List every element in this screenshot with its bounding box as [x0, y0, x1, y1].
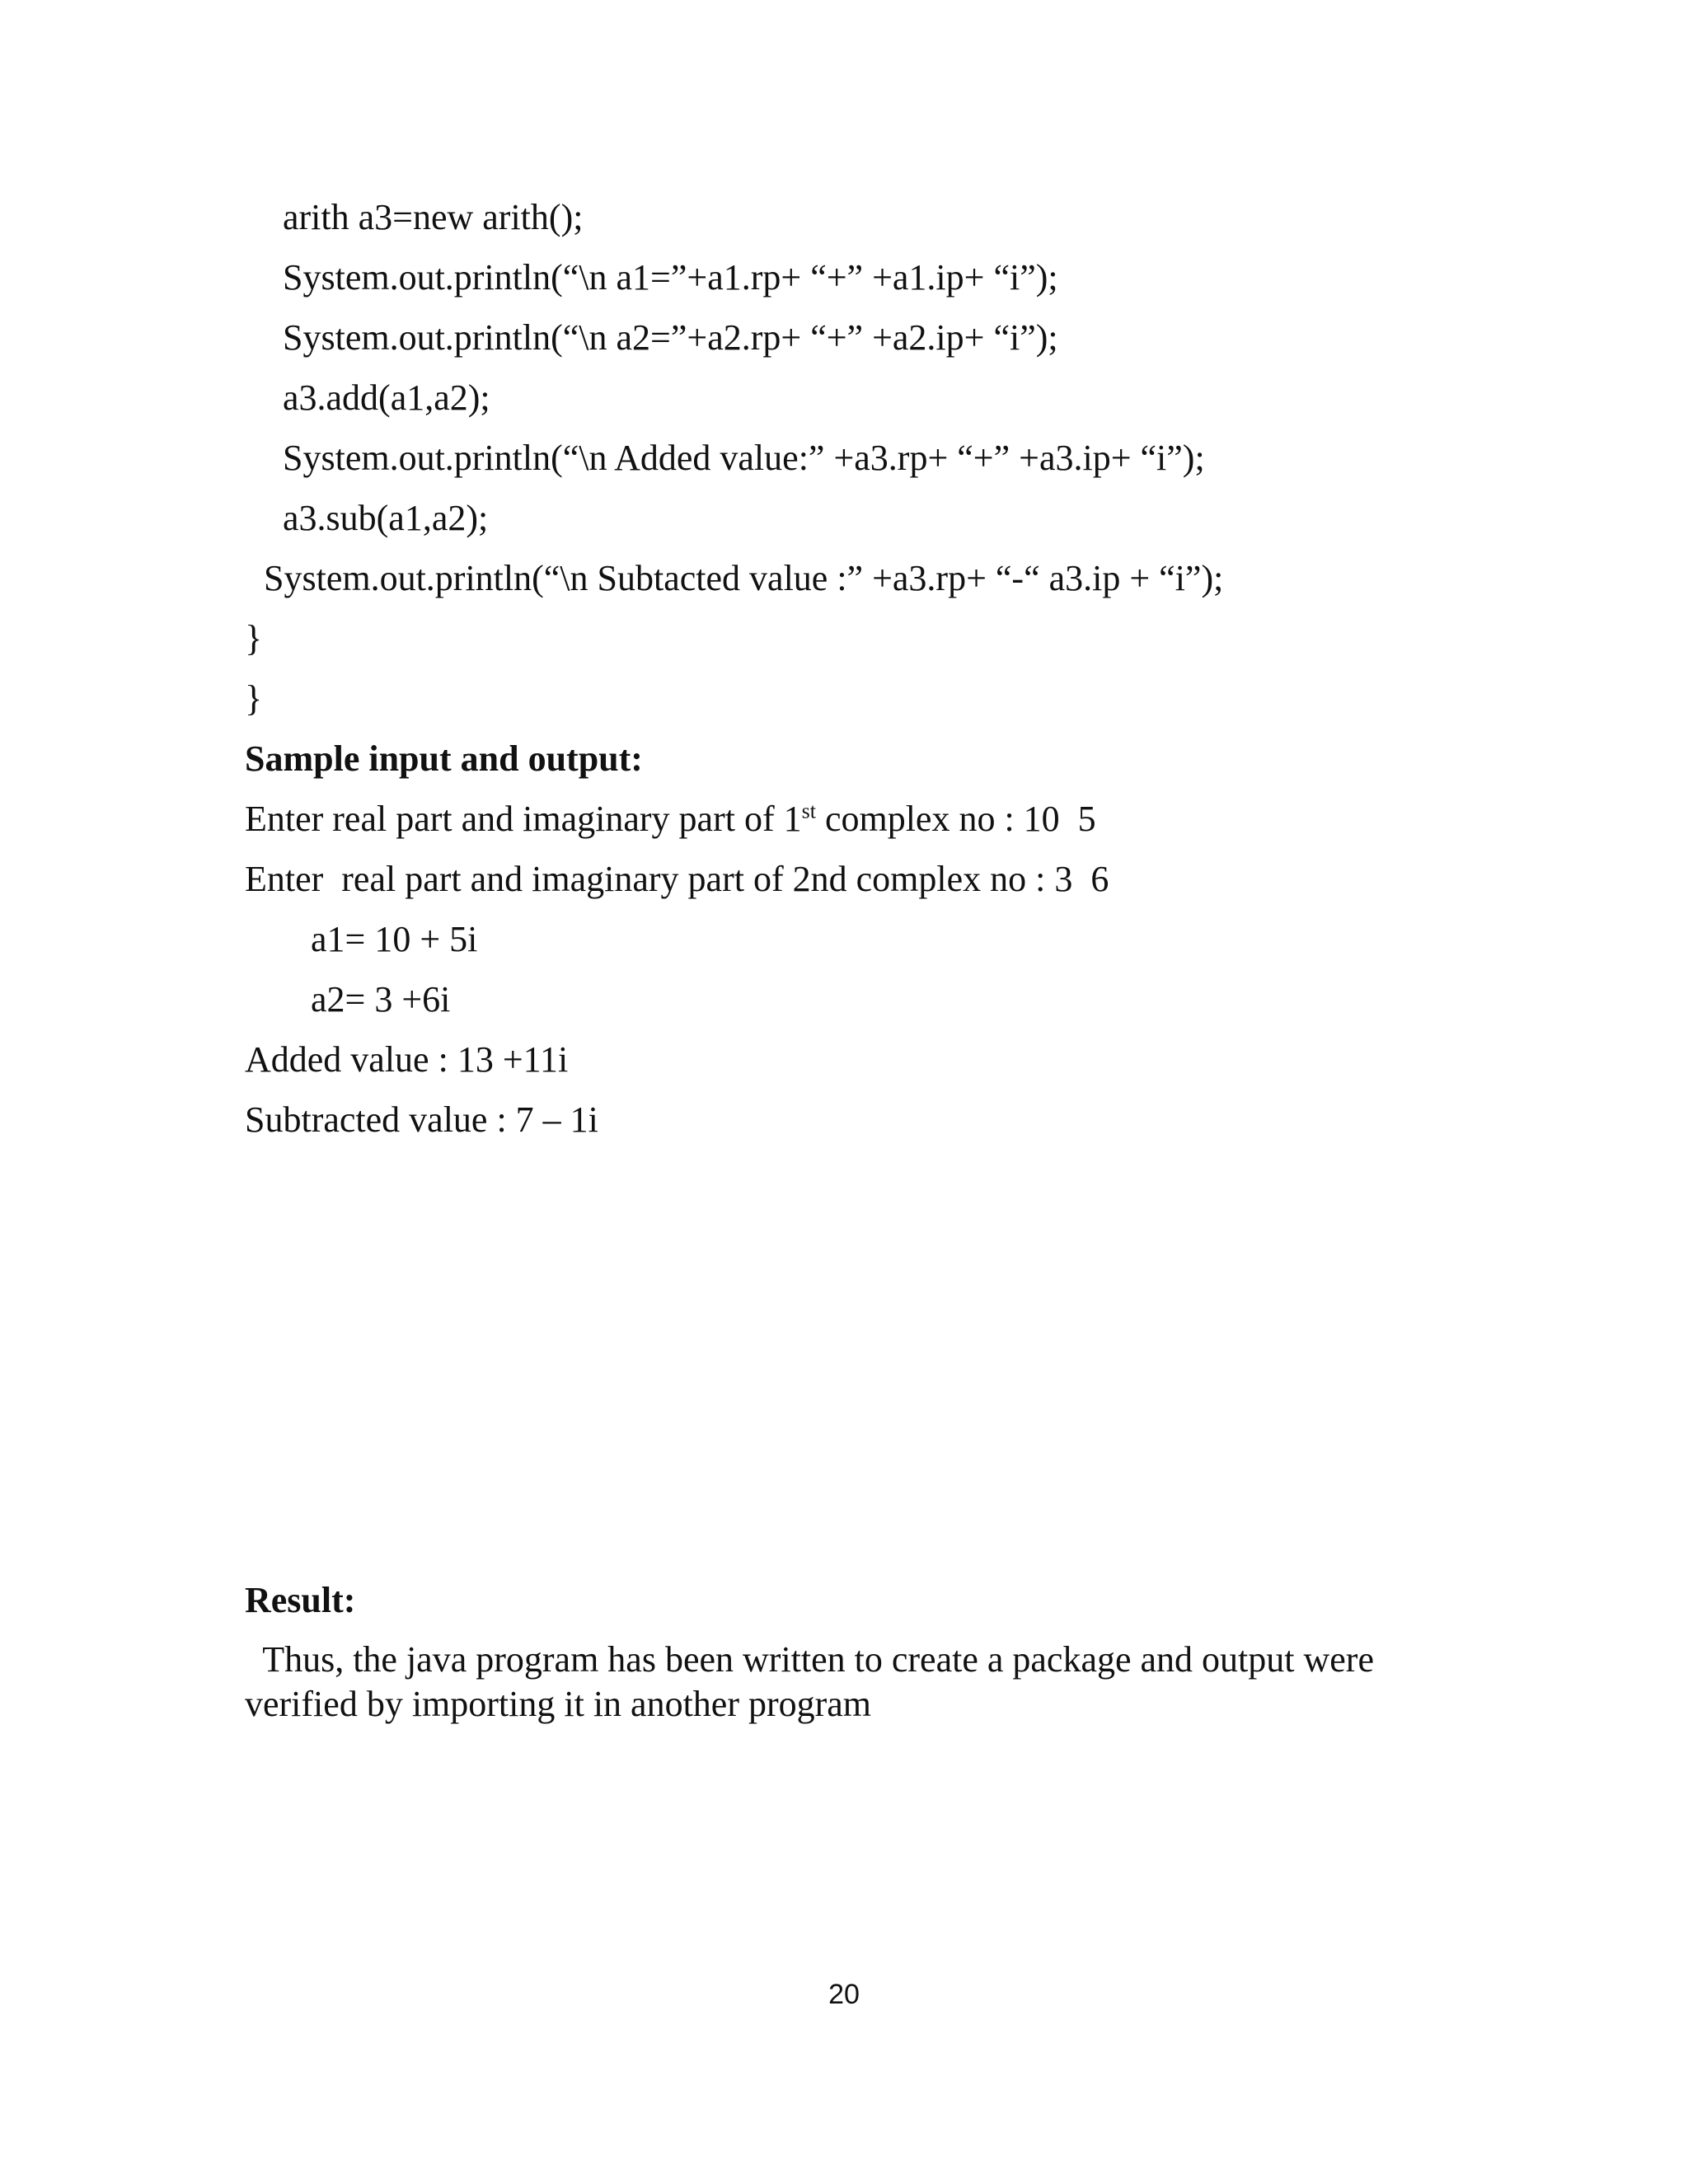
sample-input-line-1-rest: complex no : 10 5 — [815, 799, 1096, 839]
sample-input-line-2: Enter real part and imaginary part of 2nd complex no : 3 6 — [245, 859, 1109, 899]
sample-output-a2: a2= 3 +6i — [311, 979, 451, 1019]
sample-output-added: Added value : 13 +11i — [245, 1039, 569, 1080]
sample-input-line-1 — [245, 796, 1096, 842]
code-line-1: arith a3=new arith(); — [283, 197, 584, 237]
sample-output-a1: a1= 10 + 5i — [311, 919, 478, 959]
code-line-9: } — [245, 678, 263, 719]
code-line-8: } — [245, 618, 263, 658]
sample-input-line-1-text: Enter real part and imaginary part of 1 — [245, 799, 802, 839]
code-line-7: System.out.println(“\n Subtacted value :” +a3.rp+ “-“ a3.ip + “i”); — [264, 558, 1224, 598]
ordinal-suffix: st — [801, 799, 816, 823]
result-text-line-1: Thus, the java program has been written to create a package and output were — [245, 1639, 1374, 1680]
result-text-line-2: verified by importing it in another program — [245, 1684, 872, 1724]
code-line-5: System.out.println(“\n Added value:” +a3.rp+ “+” +a3.ip+ “i”); — [283, 438, 1205, 478]
sample-heading: Sample input and output: — [245, 738, 643, 779]
code-line-6: a3.sub(a1,a2); — [283, 498, 489, 538]
page-number: 20 — [828, 1979, 860, 2010]
result-heading: Result: — [245, 1580, 356, 1620]
code-line-2: System.out.println(“\n a1=”+a1.rp+ “+” +a1.ip+ “i”); — [283, 257, 1058, 298]
code-line-4: a3.add(a1,a2); — [283, 377, 490, 418]
code-line-3: System.out.println(“\n a2=”+a2.rp+ “+” +a2.ip+ “i”); — [283, 317, 1058, 358]
sample-output-subtracted: Subtracted value : 7 – 1i — [245, 1099, 598, 1140]
